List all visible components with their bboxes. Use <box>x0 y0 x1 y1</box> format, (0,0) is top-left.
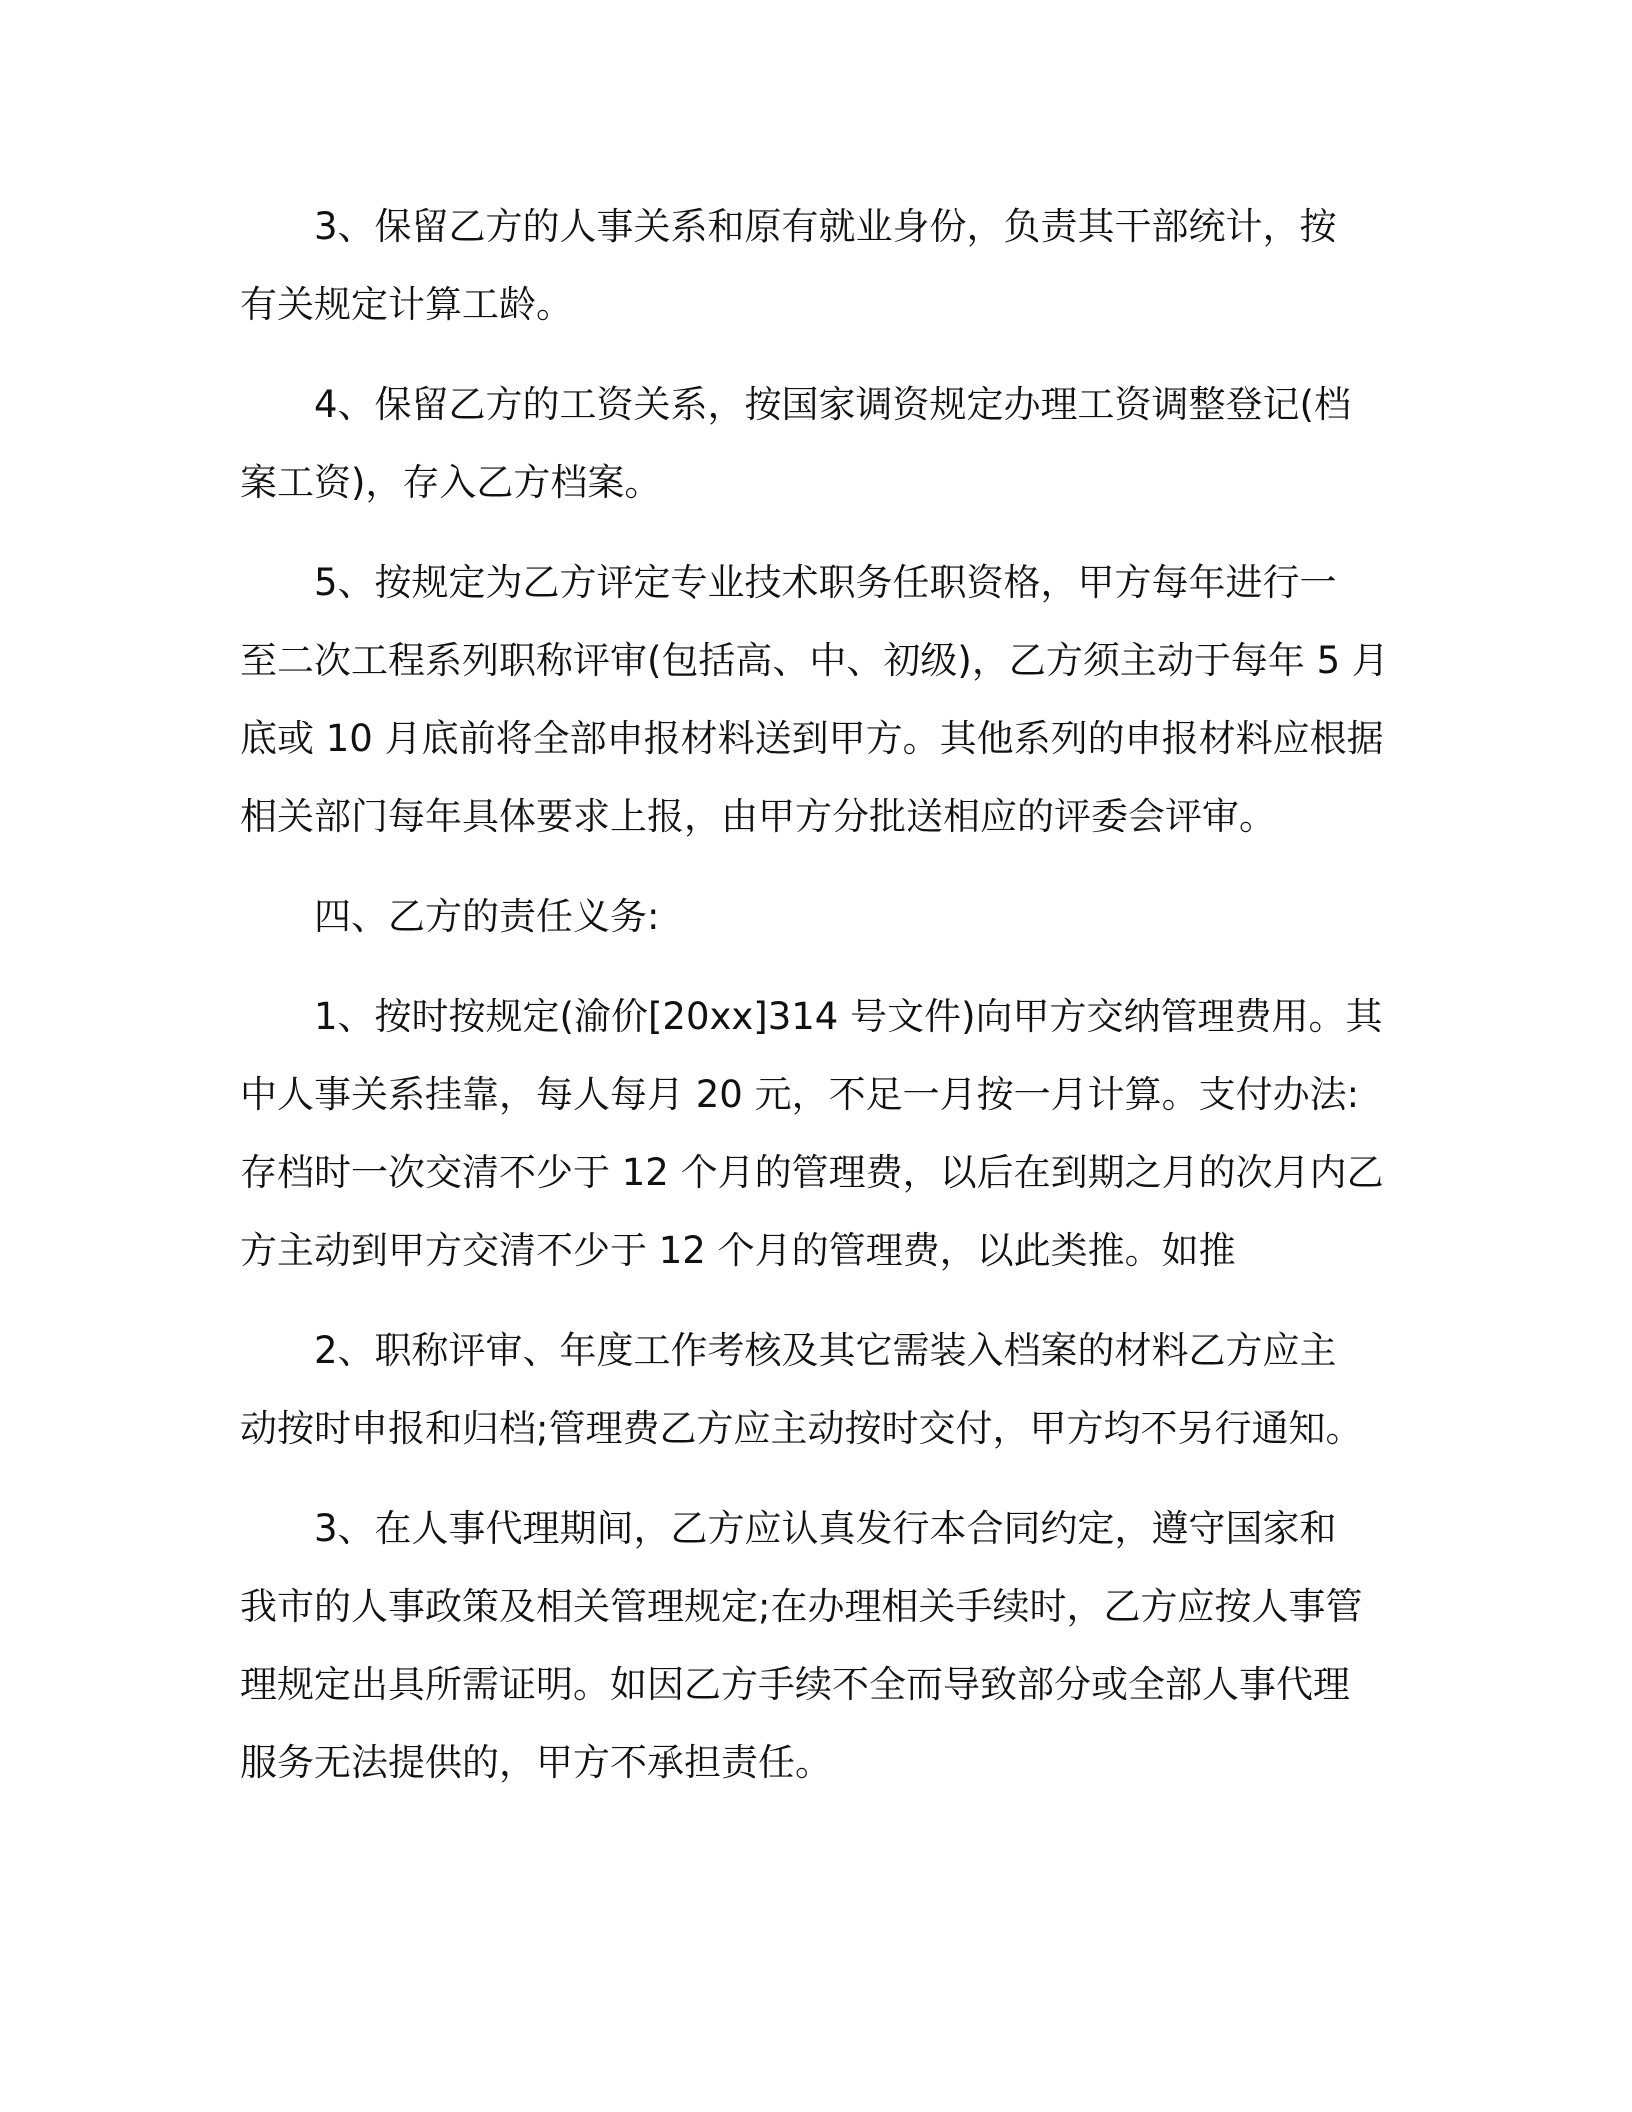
paragraph-clause-3-personnel <box>240 188 1390 344</box>
document-body <box>240 188 1390 1824</box>
text-line: 存档时一次交清不少于 12 个月的管理费，以后在到期之月的次月内乙 <box>240 1151 1384 1194</box>
text-line: 3、在人事代理期间，乙方应认真发行本合同约定，遵守国家和 <box>314 1507 1337 1550</box>
text-line: 有关规定计算工龄。 <box>240 283 573 326</box>
text-line: 1、按时按规定(渝价[20xx]314 号文件)向甲方交纳管理费用。其 <box>314 995 1383 1038</box>
text-line: 理规定出具所需证明。如因乙方手续不全而导致部分或全部人事代理 <box>240 1663 1350 1706</box>
text-line: 中人事关系挂靠，每人每月 20 元，不足一月按一月计算。支付办法: <box>240 1073 1360 1116</box>
text-line: 我市的人事政策及相关管理规定;在办理相关手续时，乙方应按人事管 <box>240 1585 1363 1628</box>
text-line: 2、职称评审、年度工作考核及其它需装入档案的材料乙方应主 <box>314 1329 1337 1372</box>
text-line: 服务无法提供的，甲方不承担责任。 <box>240 1741 832 1784</box>
text-line: 方主动到甲方交清不少于 12 个月的管理费，以此类推。如推 <box>240 1229 1236 1272</box>
text-line: 相关部门每年具体要求上报，由甲方分批送相应的评委会评审。 <box>240 795 1276 838</box>
paragraph-duty-2-filing <box>240 1312 1390 1468</box>
paragraph-duty-1-fees <box>240 978 1390 1290</box>
text-line: 5、按规定为乙方评定专业技术职务任职资格，甲方每年进行一 <box>314 561 1337 604</box>
paragraph-clause-5-title-review <box>240 544 1390 856</box>
text-line: 案工资)，存入乙方档案。 <box>240 461 662 504</box>
paragraph-duty-3-compliance <box>240 1490 1390 1802</box>
text-line: 动按时申报和归档;管理费乙方应主动按时交付，甲方均不另行通知。 <box>240 1407 1363 1450</box>
text-line: 四、乙方的责任义务: <box>314 895 660 938</box>
text-line: 3、保留乙方的人事关系和原有就业身份，负责其干部统计，按 <box>314 205 1337 248</box>
paragraph-clause-4-salary <box>240 366 1390 522</box>
text-line: 至二次工程系列职称评审(包括高、中、初级)，乙方须主动于每年 5 月 <box>240 639 1389 682</box>
text-line: 4、保留乙方的工资关系，按国家调资规定办理工资调整登记(档 <box>314 383 1351 426</box>
text-line: 底或 10 月底前将全部申报材料送到甲方。其他系列的申报材料应根据 <box>240 717 1384 760</box>
section-heading-party-b-duties <box>240 878 1390 956</box>
